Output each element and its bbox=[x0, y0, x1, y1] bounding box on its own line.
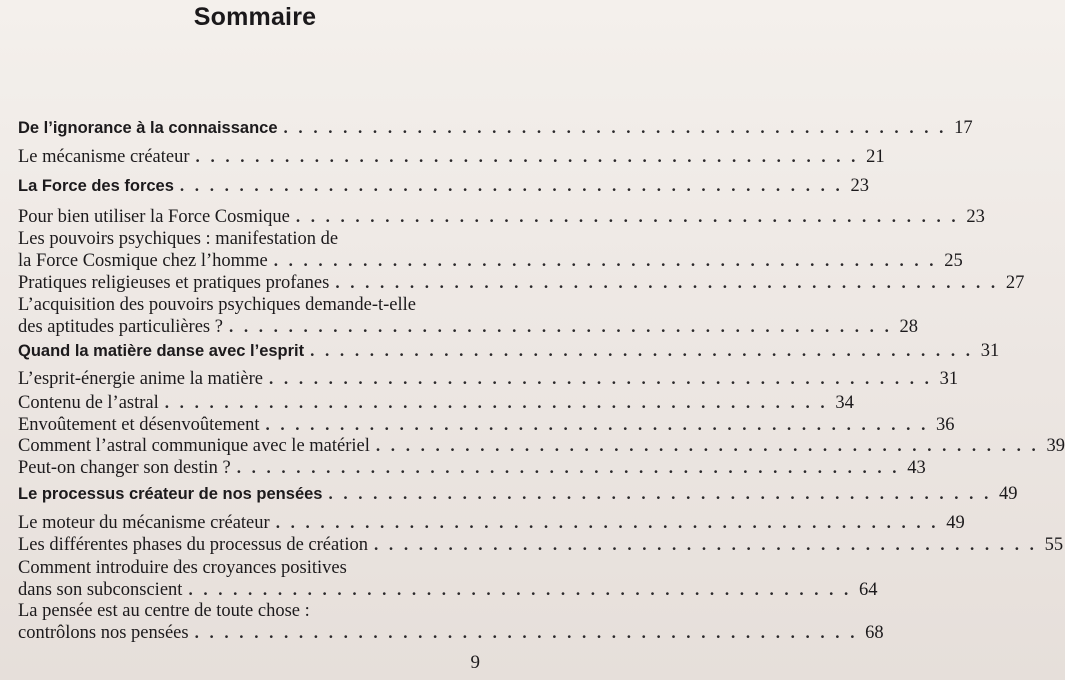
toc-entry-title: Comment l’astral communique avec le matériel bbox=[18, 436, 370, 456]
toc-page-number: 49 bbox=[999, 484, 1018, 504]
toc-page-number: 64 bbox=[859, 580, 878, 600]
toc-line bbox=[18, 534, 1064, 556]
toc-entry-title: contrôlons nos pensées bbox=[18, 623, 189, 643]
toc-entry-title: La pensée est au centre de toute chose : bbox=[18, 601, 310, 621]
toc-entry-title: Le moteur du mécanisme créateur bbox=[18, 513, 270, 533]
toc-entry-title: Le processus créateur de nos pensées bbox=[18, 485, 323, 503]
toc-page-number: 17 bbox=[954, 118, 973, 138]
toc-entry-title: Peut-on changer son destin ? bbox=[18, 458, 231, 478]
toc-entry-title: Comment introduire des croyances positives bbox=[18, 558, 347, 578]
toc-entry-title: Envoûtement et désenvoûtement bbox=[18, 415, 260, 435]
toc-line bbox=[18, 579, 878, 601]
toc-line bbox=[18, 340, 1000, 362]
toc-page-number: 68 bbox=[865, 623, 884, 643]
toc-page-number: 25 bbox=[944, 251, 963, 271]
page-number: 9 bbox=[470, 652, 480, 673]
toc-line bbox=[18, 512, 965, 534]
dot-leader: . . . . . . . . . . . . . . . . . . . . . . . . . . . . . . . . . . . . . . . . . . . . . bbox=[188, 580, 852, 599]
toc-page-number: 36 bbox=[936, 415, 955, 435]
toc-entry-title: des aptitudes particulières ? bbox=[18, 317, 223, 337]
toc-page-number: 23 bbox=[850, 176, 869, 196]
toc-entry-title: De l’ignorance à la connaissance bbox=[18, 119, 278, 137]
page-title: Sommaire bbox=[193, 3, 317, 31]
toc-entry-title: L’esprit-énergie anime la matière bbox=[18, 369, 264, 389]
dot-leader: . . . . . . . . . . . . . . . . . . . . . . . . . . . . . . . . . . . . . . . . . . . . . bbox=[310, 341, 974, 360]
dot-leader: . . . . . . . . . . . . . . . . . . . . . . . . . . . . . . . . . . . . . . . . . . . . . bbox=[179, 176, 843, 195]
toc-line bbox=[18, 272, 1025, 294]
toc-page-number: 27 bbox=[1005, 273, 1025, 293]
dot-leader: . . . . . . . . . . . . . . . . . . . . . . . . . . . . . . . . . . . . . . . . . . . . . bbox=[328, 484, 992, 503]
dot-leader: . . . . . . . . . . . . . . . . . . . . . . . . . . . . . . . . . . . . . . . . . . . . . bbox=[164, 393, 828, 412]
toc-entry-title: Pour bien utiliser la Force Cosmique bbox=[18, 207, 290, 227]
dot-leader: . . . . . . . . . . . . . . . . . . . . . . . . . . . . . . . . . . . . . . . . . . . . . bbox=[375, 436, 1039, 455]
toc-line bbox=[18, 117, 973, 139]
dot-leader: . . . . . . . . . . . . . . . . . . . . . . . . . . . . . . . . . . . . . . . . . . . . . bbox=[269, 369, 933, 388]
toc-entry-title: La Force des forces bbox=[18, 177, 174, 195]
dot-leader: . . . . . . . . . . . . . . . . . . . . . . . . . . . . . . . . . . . . . . . . . . . . . bbox=[273, 251, 937, 270]
toc-entry-title: Pratiques religieuses et pratiques profanes bbox=[18, 273, 330, 293]
toc-page-number: 43 bbox=[907, 458, 926, 478]
toc-entry-title: Les différentes phases du processus de création bbox=[18, 535, 369, 555]
toc-page-number: 49 bbox=[946, 513, 965, 533]
dot-leader: . . . . . . . . . . . . . . . . . . . . . . . . . . . . . . . . . . . . . . . . . . . . . bbox=[236, 458, 900, 477]
dot-leader: . . . . . . . . . . . . . . . . . . . . . . . . . . . . . . . . . . . . . . . . . . . . . bbox=[335, 273, 999, 292]
dot-leader: . . . . . . . . . . . . . . . . . . . . . . . . . . . . . . . . . . . . . . . . . . . . . bbox=[283, 118, 947, 137]
dot-leader: . . . . . . . . . . . . . . . . . . . . . . . . . . . . . . . . . . . . . . . . . . . . . bbox=[295, 207, 959, 226]
toc-line bbox=[18, 435, 1065, 457]
dot-leader: . . . . . . . . . . . . . . . . . . . . . . . . . . . . . . . . . . . . . . . . . . . . . bbox=[265, 415, 929, 434]
toc-page-number: 31 bbox=[939, 369, 959, 389]
toc-line bbox=[18, 228, 492, 250]
toc-entry-title: Le mécanisme créateur bbox=[18, 147, 190, 167]
toc-page-number: 21 bbox=[866, 147, 885, 167]
toc-line bbox=[18, 622, 884, 644]
toc-entry-title: L’acquisition des pouvoirs psychiques demande-t-elle bbox=[18, 295, 417, 315]
toc-line bbox=[18, 483, 1018, 505]
toc-line bbox=[18, 175, 869, 197]
toc-line bbox=[18, 294, 492, 316]
toc-page-number: 31 bbox=[980, 341, 1000, 361]
toc-line bbox=[18, 206, 985, 228]
toc-line bbox=[18, 316, 919, 338]
dot-leader: . . . . . . . . . . . . . . . . . . . . . . . . . . . . . . . . . . . . . . . . . . . . . bbox=[228, 317, 893, 336]
toc-line bbox=[18, 457, 926, 479]
toc-line bbox=[18, 600, 492, 622]
toc-entry-title: Contenu de l’astral bbox=[18, 393, 159, 413]
toc-page-number: 55 bbox=[1044, 535, 1064, 555]
toc-page-number: 23 bbox=[966, 207, 985, 227]
toc-line bbox=[18, 368, 959, 390]
dot-leader: . . . . . . . . . . . . . . . . . . . . . . . . . . . . . . . . . . . . . . . . . . . . . bbox=[194, 623, 858, 642]
toc-line bbox=[18, 392, 854, 414]
toc-line bbox=[18, 250, 963, 272]
dot-leader: . . . . . . . . . . . . . . . . . . . . . . . . . . . . . . . . . . . . . . . . . . . . . bbox=[195, 147, 859, 166]
toc-line bbox=[18, 557, 492, 579]
toc-page-number: 34 bbox=[835, 393, 854, 413]
toc-entry-title: la Force Cosmique chez l’homme bbox=[18, 251, 268, 271]
dot-leader: . . . . . . . . . . . . . . . . . . . . . . . . . . . . . . . . . . . . . . . . . . . . . bbox=[374, 535, 1038, 554]
toc-line bbox=[18, 146, 885, 168]
toc-page-number: 39 bbox=[1046, 436, 1065, 456]
dot-leader: . . . . . . . . . . . . . . . . . . . . . . . . . . . . . . . . . . . . . . . . . . . . . bbox=[275, 513, 939, 532]
toc-entry-title: Quand la matière danse avec l’esprit bbox=[18, 342, 305, 360]
toc-entry-title: Les pouvoirs psychiques : manifestation de bbox=[18, 229, 339, 249]
toc-page-number: 28 bbox=[899, 317, 919, 337]
toc-entry-title: dans son subconscient bbox=[18, 580, 183, 600]
toc-line bbox=[18, 414, 955, 436]
